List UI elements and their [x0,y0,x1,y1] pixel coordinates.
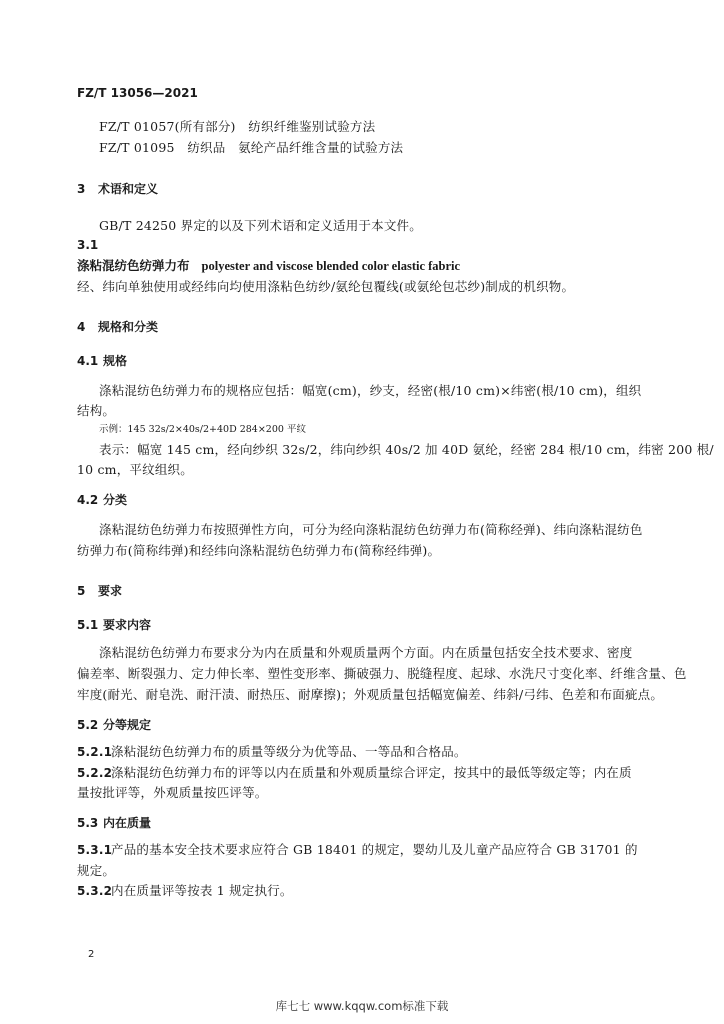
paragraph: 牢度(耐光、耐皂洗、耐汗渍、耐热压、耐摩擦)；外观质量包括幅宽偏差、纬斜/弓纬、色差和布面疵点。 [77,687,664,702]
paragraph: 量按批评等，外观质量按匹评等。 [77,785,268,800]
reference-item: FZ/T 01057(所有部分) 纺织纤维鉴别试验方法 [99,119,376,134]
page-number: 2 [88,949,95,960]
section-5-1-heading: 5.1 要求内容 [77,618,152,632]
section-4-1-heading: 4.1 规格 [77,354,128,368]
section-5-3-heading: 5.3 内在质量 [77,816,152,830]
clause-5-2-1: 5.2.1涤粘混纺色纺弹力布的质量等级分为优等品、一等品和合格品。 [77,744,467,759]
paragraph: 表示：幅宽 145 cm，经向纱织 32s/2，纬向纱织 40s/2 加 40D 氨纶，经密 284 根/10 cm，纬密 200 根/ [99,442,714,457]
term-title: 涤粘混纺色纺弹力布 polyester and viscose blended color elastic fabric [77,258,461,273]
section-3-intro: GB/T 24250 界定的以及下列术语和定义适用于本文件。 [99,218,422,233]
clause-5-3-2: 5.3.2内在质量评等按表 1 规定执行。 [77,883,293,898]
paragraph: 纺弹力布(简称纬弹)和经纬向涤粘混纺色纺弹力布(简称经纬弹)。 [77,543,441,558]
paragraph: 涤粘混纺色纺弹力布按照弹性方向，可分为经向涤粘混纺色纺弹力布(简称经弹)、纬向涤粘混纺色 [99,522,643,537]
paragraph: 涤粘混纺色纺弹力布的规格应包括：幅宽(cm)，纱支，经密(根/10 cm)×纬密(根/10 cm)，组织 [99,383,642,398]
section-4-heading: 4 规格和分类 [77,320,159,334]
section-3-heading: 3 术语和定义 [77,182,159,196]
clause-5-2-2: 5.2.2涤粘混纺色纺弹力布的评等以内在质量和外观质量综合评定，按其中的最低等级定等；内在质 [77,765,632,780]
standard-code: FZ/T 13056—2021 [77,86,198,100]
paragraph: 结构。 [77,403,116,418]
section-5-heading: 5 要求 [77,584,123,598]
term-definition: 经、纬向单独使用或经纬向均使用涤粘色纺纱/氨纶包覆线(或氨纶包芯纱)制成的机织物。 [77,279,575,294]
section-4-2-heading: 4.2 分类 [77,493,128,507]
watermark-footer: 库七七 www.kqqw.com标准下载 [275,999,449,1013]
paragraph: 偏差率、断裂强力、定力伸长率、塑性变形率、撕破强力、脱缝程度、起球、水洗尺寸变化率、纤维含量、色 [77,666,687,681]
term-number: 3.1 [77,238,99,252]
section-5-2-heading: 5.2 分等规定 [77,718,152,732]
example-note: 示例：145 32s/2×40s/2+40D 284×200 平纹 [99,424,306,435]
paragraph: 涤粘混纺色纺弹力布要求分为内在质量和外观质量两个方面。内在质量包括安全技术要求、密度 [99,645,633,660]
paragraph: 10 cm，平纹组织。 [77,462,193,477]
reference-item: FZ/T 01095 纺织品 氨纶产品纤维含量的试验方法 [99,140,404,155]
clause-5-3-1: 5.3.1产品的基本安全技术要求应符合 GB 18401 的规定，婴幼儿及儿童产品应符合 GB 31701 的 [77,842,638,857]
paragraph: 规定。 [77,863,116,878]
